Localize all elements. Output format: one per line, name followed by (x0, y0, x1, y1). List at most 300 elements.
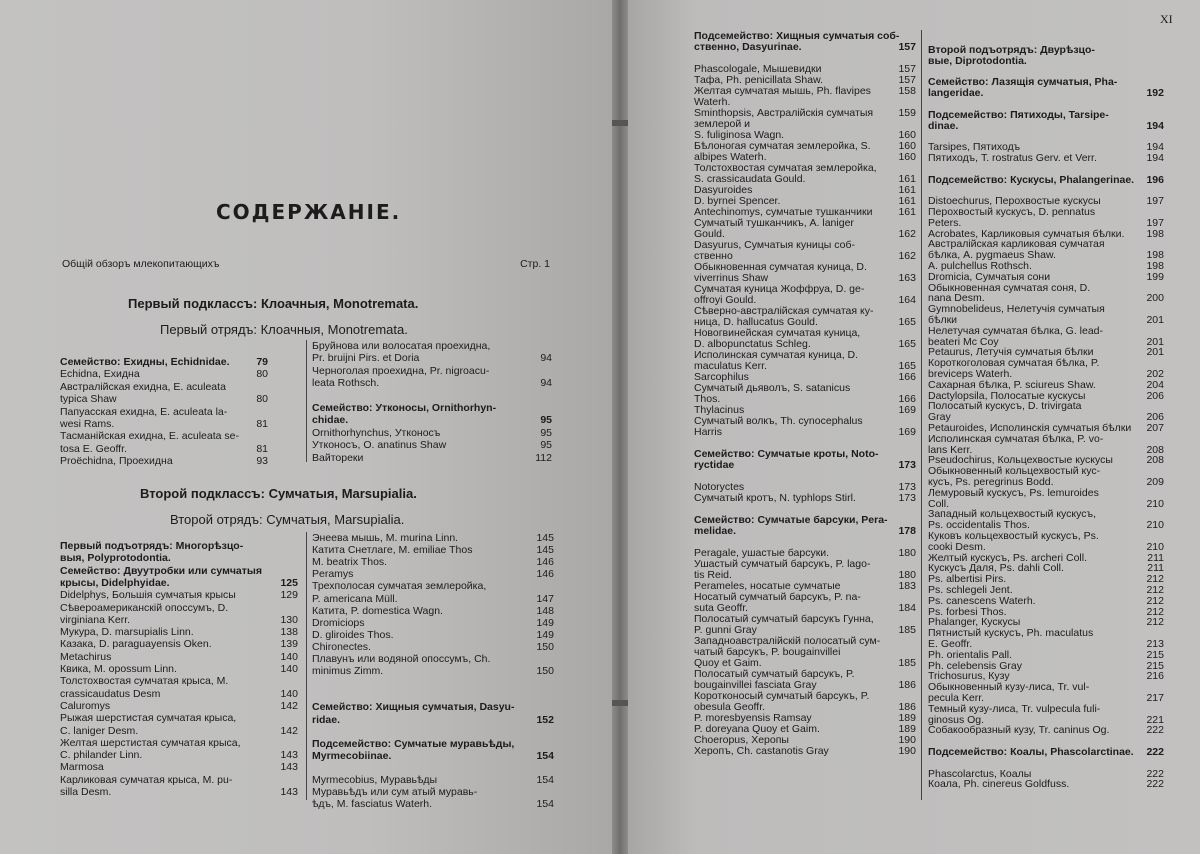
toc-entry-page: 95 (540, 426, 552, 439)
toc-entry-text: Myrmecobius, Муравьѣды (312, 774, 438, 786)
toc-entry-page: 160 (898, 151, 916, 163)
toc-entry-text: Pseudochirus, Кольцехвостые кускусы (928, 454, 1113, 467)
toc-entry-page: 186 (898, 701, 916, 713)
toc-entry-text: obesula Geoffr. (694, 701, 766, 713)
toc-entry-text: Choeropus, Херопы (694, 734, 789, 746)
subclass-2-heading: Второй подклассъ: Сумчатыя, Marsupialia. (140, 486, 417, 501)
toc-entry-text: ridae. (312, 713, 341, 726)
toc-entry-text: C. laniger Desm. (60, 724, 139, 737)
toc-entry-page: 149 (536, 628, 554, 641)
toc-entry-page: 94 (540, 352, 552, 365)
order-1-heading: Первый отрядъ: Клоачныя, Monotremata. (160, 322, 408, 337)
toc-entry-text: offroyi Gould. (694, 294, 757, 306)
toc-entry-text: Тафа, Ph. penicillata Shaw. (694, 74, 823, 86)
toc-entry-text: Echidna, Ехидна (60, 368, 140, 381)
toc-entry[interactable] (60, 443, 268, 455)
toc-entry-page: 81 (256, 442, 268, 455)
toc-entry[interactable] (60, 700, 298, 712)
toc-entry-page: 212 (1146, 584, 1164, 596)
toc-entry[interactable] (928, 746, 1164, 758)
toc-entry-text: Черноголая проехидна, Pr. nigroacu- (312, 364, 490, 377)
toc-entry[interactable] (60, 540, 298, 552)
toc-entry-page: 149 (536, 616, 554, 629)
overview-page: Стр. 1 (520, 258, 550, 270)
toc-entry-page: 222 (1146, 767, 1164, 780)
toc-entry-page: 154 (536, 798, 554, 811)
toc-entry-page: 146 (536, 556, 554, 569)
toc-entry-text: Acrobates, Карликовыя сумчатыя бѣлки. (928, 227, 1125, 240)
toc-entry-text: Подсемейство: Хищныя сумчатыя соб- (694, 30, 900, 42)
toc-entry[interactable] (694, 745, 916, 757)
toc-entry-page: 165 (898, 338, 916, 350)
toc-entry-page: 210 (1146, 540, 1164, 553)
toc-entry-text: lans Kerr. (928, 443, 973, 456)
toc-entry-text: Сумчатый дьяволъ, S. satanicus (694, 382, 851, 394)
toc-entry-page: 222 (1146, 724, 1164, 737)
toc-entry-text: crassicaudatus Desm (60, 687, 161, 700)
toc-entry-text: крысы, Didelphyidae. (60, 576, 170, 589)
toc-entry-text: Сахарная бѣлка, P. sciureus Shaw. (928, 378, 1096, 391)
toc-entry[interactable] (60, 663, 298, 675)
toc-entry-text: Distoechurus, Перохвостые кускусы (928, 195, 1101, 208)
toc-entry-text: Папуасская ехидна, E. aculeata la- (60, 405, 228, 418)
toc-entry-text: Petauroides, Исполинскія сумчатыя бѣлки (928, 422, 1132, 434)
toc-entry-page: 194 (1146, 119, 1164, 132)
toc-entry-text: Perameles, носатые сумчатые (694, 580, 841, 592)
toc-entry-text: typica Shaw (60, 393, 117, 406)
overview-line[interactable] (62, 258, 550, 270)
toc-entry-text: Caluromys (60, 699, 111, 712)
toc-entry[interactable] (312, 629, 554, 641)
toc-entry[interactable] (928, 724, 1164, 736)
toc-entry[interactable] (694, 459, 916, 471)
toc-entry[interactable] (60, 725, 298, 737)
toc-entry-page: 173 (898, 481, 916, 493)
toc-entry-text: Ph. celebensis Gray (928, 659, 1022, 672)
toc-entry[interactable] (312, 352, 552, 364)
toc-entry-page: 204 (1146, 378, 1164, 391)
toc-entry-text: Подсемейство: Коалы, Phascolarctinae. (928, 746, 1134, 758)
toc-entry-text: Катита, P. domestica Wagn. (312, 604, 443, 617)
toc-entry-text: Семейство: Сумчатые барсуки, Pera- (694, 514, 888, 526)
toc-entry-page: 212 (1146, 605, 1164, 618)
toc-entry[interactable] (312, 738, 554, 750)
toc-entry-page: 139 (280, 638, 298, 651)
toc-entry-page: 125 (280, 576, 298, 589)
toc-entry[interactable] (60, 552, 298, 564)
toc-entry[interactable] (928, 174, 1164, 186)
toc-entry-page: 158 (898, 85, 916, 97)
toc-entry-page: 143 (280, 786, 298, 798)
toc-entry[interactable] (312, 774, 554, 786)
toc-entry[interactable] (60, 430, 268, 442)
toc-entry-text: Trichosurus, Кузу (928, 670, 1010, 683)
toc-entry[interactable] (928, 87, 1164, 99)
toc-entry-text: Thylacinus (694, 404, 745, 416)
toc-entry-text: Пятнистый кускусъ, Ph. maculatus (928, 627, 1094, 640)
toc-entry-page: 138 (280, 626, 298, 639)
toc-entry-page: 80 (256, 393, 268, 406)
toc-entry-text: Ps. canescens Waterh. (928, 594, 1036, 607)
toc-entry-text: Sarcophilus (694, 371, 749, 383)
toc-entry-text: Трехполосая сумчатая землеройка, (312, 580, 487, 593)
toc-entry-text: Западноавстралійскій полосатый сум- (694, 635, 881, 647)
toc-entry[interactable] (60, 356, 268, 368)
toc-entry-page: 210 (1146, 519, 1164, 532)
toc-entry-page: 162 (898, 228, 916, 240)
toc-entry[interactable] (312, 617, 554, 629)
toc-entry-page: 157 (898, 41, 916, 53)
toc-entry-page: 145 (536, 544, 554, 557)
toc-entry[interactable] (60, 418, 268, 430)
toc-entry[interactable] (928, 778, 1164, 790)
toc-entry-page: 194 (1146, 141, 1164, 154)
toc-entry-page: 165 (898, 360, 916, 372)
toc-entry[interactable] (928, 55, 1164, 67)
toc-entry-text: langeridae. (928, 87, 984, 100)
toc-entry[interactable] (928, 152, 1164, 164)
toc-entry[interactable] (312, 605, 554, 617)
toc-entry-text: leata Rothsch. (312, 377, 380, 390)
toc-entry[interactable] (694, 525, 916, 537)
toc-entry-page: 145 (536, 532, 554, 544)
toc-entry-text: Antechinomys, сумчатые тушканчики (694, 206, 873, 218)
toc-entry-text: Семейство: Лазящія сумчатыя, Pha- (928, 76, 1118, 89)
toc-entry[interactable] (312, 340, 552, 352)
toc-entry[interactable] (312, 750, 554, 762)
toc-entry[interactable] (312, 556, 554, 568)
subclass-1-heading: Первый подклассъ: Клоачныя, Monotremata. (128, 296, 419, 311)
toc-entry-text: Исполинская сумчатая бѣлка, P. vo- (928, 432, 1104, 445)
toc-entry-text: Chironectes. (312, 640, 371, 653)
toc-entry-page: 185 (898, 657, 916, 669)
toc-entry[interactable] (694, 41, 916, 53)
column-divider (306, 532, 307, 800)
toc-entry-text: Обыкновенный кольцехвостый кус- (928, 465, 1101, 478)
toc-entry-text: Собакообразный кузу, Tr. caninus Og. (928, 724, 1110, 737)
toc-entry[interactable] (60, 761, 298, 773)
toc-entry-text: Ps. schlegeli Jent. (928, 584, 1013, 596)
toc-entry-page: 140 (280, 687, 298, 700)
column-divider (306, 340, 307, 462)
toc-entry-page: 142 (280, 699, 298, 712)
toc-entry-text: Бѣлоногая сумчатая землеройка, S. (694, 140, 871, 152)
toc-entry[interactable] (312, 714, 554, 726)
toc-entry-page: 186 (898, 679, 916, 691)
toc-entry-text: Первый подъотрядъ: Многорѣзцо- (60, 540, 244, 552)
toc-entry-text: Petaurus, Летучія сумчатыя бѣлки (928, 346, 1094, 359)
toc-entry[interactable] (60, 614, 298, 626)
toc-entry-text: Карликовая сумчатая крыса, M. pu- (60, 773, 233, 786)
toc-entry-page: 93 (256, 455, 268, 468)
toc-entry-text: Sminthopsis, Австралійскія сумчатыя (694, 107, 874, 119)
toc-entry-text: Сумчатый кротъ, N. typhlops Stirl. (694, 492, 856, 504)
toc-entry-page: 201 (1146, 346, 1164, 359)
toc-entry-page: 201 (1146, 335, 1164, 348)
toc-entry-page: 146 (536, 568, 554, 581)
toc-entry-page: 143 (280, 749, 298, 762)
toc-entry-page: 201 (1146, 314, 1164, 326)
toc-entry-page: 206 (1146, 389, 1164, 402)
toc-entry-text: Плавунъ или водяной опоссумъ, Ch. (312, 653, 491, 665)
toc-entry[interactable] (312, 580, 554, 592)
toc-entry-page: 189 (898, 723, 916, 735)
toc-entry-text: Второй подъотрядъ: Двурѣзцо- (928, 44, 1095, 56)
toc-entry-page: 197 (1146, 216, 1164, 229)
toc-entry-text: Marmosa (60, 761, 104, 774)
toc-entry[interactable] (312, 568, 554, 580)
toc-entry[interactable] (60, 589, 298, 601)
toc-entry-text: Вайтореки (312, 451, 364, 464)
toc-entry-text: chidae. (312, 414, 349, 427)
toc-entry-text: Dromicia, Сумчатыя сони (928, 270, 1051, 283)
toc-entry[interactable] (312, 544, 554, 556)
toc-entry-text: albipes Waterh. (694, 151, 767, 163)
toc-entry[interactable] (60, 602, 298, 614)
toc-entry-text: wesi Rams. (60, 418, 115, 430)
toc-entry[interactable] (60, 712, 298, 724)
toc-entry-page: 169 (898, 426, 916, 438)
toc-entry-text: Ps. forbesi Thos. (928, 605, 1007, 618)
toc-entry-text: tis Reid. (694, 569, 732, 581)
toc-entry-text: Peters. (928, 216, 962, 229)
toc-entry[interactable] (312, 427, 552, 439)
toc-entry[interactable] (312, 593, 554, 605)
toc-entry-page: 157 (898, 74, 916, 86)
toc-entry-text: Семейство: Ехидны, Echidnidae. (60, 356, 230, 368)
toc-entry-text: Пятиходъ, T. rostratus Gerv. et Verr. (928, 152, 1097, 164)
toc-entry-text: ѣдъ, M. fasciatus Waterh. (312, 798, 433, 811)
toc-entry-page: 169 (898, 404, 916, 416)
toc-entry[interactable] (60, 786, 298, 798)
toc-entry[interactable] (694, 492, 916, 504)
toc-entry-text: M. beatrix Thos. (312, 556, 388, 569)
toc-entry[interactable] (60, 565, 298, 577)
toc-entry[interactable] (60, 626, 298, 638)
toc-entry-page: 140 (280, 663, 298, 675)
toc-entry[interactable] (60, 774, 298, 786)
toc-entry[interactable] (312, 665, 554, 677)
toc-entry-text: ственно, Dasyurinae. (694, 41, 802, 53)
toc-entry-page: 211 (1147, 551, 1164, 564)
toc-entry-text: Gould. (694, 228, 725, 240)
toc-entry-page: 215 (1146, 659, 1164, 672)
toc-entry[interactable] (60, 381, 268, 393)
toc-entry[interactable] (312, 701, 554, 713)
toc-entry[interactable] (60, 577, 298, 589)
toc-entry-text: Сѣвероамериканскій опоссумъ, D. (60, 601, 229, 614)
toc-entry[interactable] (60, 368, 268, 380)
toc-entry-text: virginiana Kerr. (60, 613, 131, 626)
toc-entry-page: 161 (898, 206, 916, 218)
toc-entry-text: Темный кузу-лиса, Tr. vulpecula fuli- (928, 702, 1101, 715)
toc-entry[interactable] (60, 455, 268, 467)
page-title: СОДЕРЖАНІЕ. (216, 200, 402, 224)
toc-entry-text: Желтая сумчатая мышь, Ph. flavipes (694, 85, 871, 97)
column-divider (921, 30, 922, 800)
toc-entry-page: 206 (1146, 411, 1164, 424)
toc-entry-page: 165 (898, 316, 916, 328)
toc-entry-text: Муравьѣдъ или сум атый муравь- (312, 786, 478, 799)
toc-entry-text: ница, D. hallucatus Gould. (694, 316, 818, 328)
toc-entry-text: bougainvillei fasciata Gray (694, 679, 817, 691)
toc-entry-page: 180 (898, 569, 916, 581)
toc-entry[interactable] (312, 377, 552, 389)
toc-entry-text: Нелетучая сумчатая бѣлка, G. lead- (928, 324, 1104, 337)
toc-entry-page: 189 (898, 712, 916, 724)
toc-entry-text: кусъ, Ps. peregrinus Bodd. (928, 476, 1054, 488)
toc-entry-text: D. gliroides Thos. (312, 628, 394, 641)
toc-entry[interactable] (694, 426, 916, 438)
toc-entry-text: Dasyurus, Сумчатыя куницы соб- (694, 239, 855, 251)
toc-entry-page: 217 (1146, 692, 1164, 704)
toc-entry-text: Metachirus (60, 650, 112, 663)
toc-entry-text: Ушастый сумчатый барсукъ, P. lago- (694, 558, 871, 570)
toc-entry-text: dinae. (928, 119, 959, 132)
toc-entry-text: ственно (694, 250, 733, 262)
toc-entry-page: 180 (898, 547, 916, 559)
toc-entry-page: 80 (256, 368, 268, 381)
toc-entry-text: S. fuliginosa Wagn. (694, 129, 785, 141)
toc-entry[interactable] (312, 641, 554, 653)
toc-entry[interactable] (312, 798, 554, 810)
toc-entry-page: 95 (540, 439, 552, 452)
toc-entry-text: A. pulchellus Rothsch. (928, 260, 1032, 272)
toc-entry-text: бѣлка, A. pygmaeus Shaw. (928, 249, 1056, 262)
toc-entry-text: Myrmecobiinae. (312, 749, 392, 762)
toc-entry[interactable] (60, 638, 298, 650)
toc-entry-page: 198 (1146, 249, 1164, 262)
toc-entry[interactable] (60, 749, 298, 761)
toc-entry-text: E. Geoffr. (928, 638, 973, 650)
toc-entry[interactable] (312, 452, 552, 464)
toc-entry-text: Коала, Ph. cinereus Goldfuss. (928, 778, 1070, 791)
toc-entry-text: Полосатый кускусъ, D. trivirgata (928, 400, 1082, 413)
toc-entry-text: Peragale, ушастые барсуки. (694, 547, 830, 559)
toc-entry-text: ryctidae (694, 459, 735, 471)
toc-entry-text: Notoryctes (694, 481, 745, 493)
toc-entry-page: 154 (536, 749, 554, 762)
toc-entry[interactable] (60, 737, 298, 749)
toc-entry-page: 215 (1146, 648, 1164, 661)
toc-entry-text: Семейство: Хищныя сумчатыя, Dasyu- (312, 701, 515, 714)
toc-entry-page: 161 (898, 184, 916, 196)
toc-entry-text: Западный кольцехвостый кускусъ, (928, 508, 1096, 521)
toc-entry-page: 94 (540, 377, 552, 390)
toc-entry[interactable] (60, 688, 298, 700)
staple (612, 700, 628, 706)
toc-entry-page: 150 (536, 665, 554, 678)
toc-entry-page: 140 (280, 650, 298, 663)
toc-entry-text: выя, Polyprotodontia. (60, 552, 171, 565)
toc-entry-text: Желтый кускусъ, Ps. archeri Coll. (928, 551, 1088, 564)
toc-entry-page: 143 (280, 761, 298, 774)
toc-entry-text: Waterh. (694, 96, 731, 108)
toc-entry-text: D. byrnei Spencer. (694, 195, 781, 207)
toc-entry-page: 197 (1146, 195, 1164, 208)
toc-entry-text: maculatus Kerr. (694, 360, 767, 372)
toc-entry-text: D. albopunctatus Schleg. (694, 338, 811, 350)
toc-entry-page: 164 (898, 294, 916, 306)
toc-entry-text: Носатый сумчатый барсукъ, P. na- (694, 591, 861, 603)
toc-entry-text: Херопъ, Ch. castanotis Gray (694, 745, 829, 757)
toc-entry-page: 198 (1146, 227, 1164, 240)
toc-entry-text: nana Desm. (928, 292, 985, 305)
toc-entry[interactable] (312, 786, 554, 798)
toc-entry[interactable] (312, 414, 552, 426)
toc-entry[interactable] (312, 402, 552, 414)
toc-entry[interactable] (312, 653, 554, 665)
toc-entry-text: minimus Zimm. (312, 665, 384, 678)
toc-entry-page: 213 (1146, 638, 1164, 650)
toc-entry-text: Сумчатый волкъ, Th. cynocephalus (694, 415, 863, 427)
toc-entry-text: Коротконосый сумчатый барсукъ, P. (694, 690, 870, 702)
toc-entry-page: 178 (898, 525, 916, 537)
toc-entry-text: Энеева мышь, M. murina Linn. (312, 532, 459, 544)
toc-entry-text: Coll. (928, 497, 950, 510)
toc-entry-text: Толстохвостая сумчатая землеройка, (694, 162, 877, 174)
right-page (628, 0, 1200, 854)
toc-entry-text: P. americana Müll. (312, 592, 398, 605)
toc-entry-text: Сумчатая куница Жоффруа, D. ge- (694, 283, 865, 295)
toc-entry-text: Harris (694, 426, 722, 438)
toc-entry-page: 211 (1147, 562, 1164, 575)
toc-entry-text: бѣлки (928, 314, 958, 326)
toc-entry-page: 152 (536, 713, 554, 726)
toc-entry-text: Сумчатый тушканчикъ, A. laniger (694, 217, 854, 229)
toc-entry-page: 196 (1146, 173, 1164, 186)
toc-entry-text: Квика, M. opossum Linn. (60, 663, 177, 675)
toc-entry-page: 202 (1146, 368, 1164, 380)
toc-entry-text: Thos. (694, 393, 721, 405)
toc-entry[interactable] (312, 532, 554, 544)
toc-entry-text: Семейство: Сумчатые кроты, Noto- (694, 448, 879, 460)
toc-entry[interactable] (928, 120, 1164, 132)
toc-entry-text: Тасманійская ехидна, E. aculeata se- (60, 430, 239, 443)
toc-entry-page: 209 (1146, 476, 1164, 488)
toc-entry-text: Кускусъ Даля, Ps. dahli Coll. (928, 562, 1064, 575)
toc-entry-text: Ph. orientalis Pall. (928, 648, 1013, 661)
toc-entry-text: pecula Kerr. (928, 692, 985, 704)
toc-entry-text: Куковъ кольцехвостый кускусъ, Ps. (928, 530, 1099, 542)
toc-entry[interactable] (60, 393, 268, 405)
toc-entry-text: Новогвинейская сумчатая куница, (694, 327, 861, 339)
toc-entry-page: 173 (898, 492, 916, 504)
toc-entry-text: Полосатый сумчатый барсукъ Гунна, (694, 613, 874, 625)
toc-entry[interactable] (60, 651, 298, 663)
toc-entry-text: Мукура, D. marsupialis Linn. (60, 626, 194, 639)
toc-entry-text: Короткоголовая сумчатая бѣлка, P. (928, 357, 1100, 370)
toc-entry-page: 198 (1146, 260, 1164, 272)
toc-entry[interactable] (312, 365, 552, 377)
toc-entry-text: Казака, D. paraguayensis Oken. (60, 638, 212, 651)
toc-entry[interactable] (60, 675, 298, 687)
toc-entry-text: Семейство: Двуутробки или сумчатыя (60, 564, 263, 577)
toc-entry-text: viverrinus Shaw (694, 272, 769, 284)
toc-entry-text: Phascologale, Мышевидки (694, 63, 822, 75)
toc-entry-text: Исполинская сумчатая куница, D. (694, 349, 859, 361)
toc-entry[interactable] (60, 406, 268, 418)
toc-entry-text: Dactylopsila, Полосатые кускусы (928, 389, 1086, 402)
toc-entry-text: вые, Diprotodontia. (928, 54, 1027, 67)
toc-entry-text: Катита Снетлаге, M. emiliae Thos (312, 544, 473, 557)
toc-entry-page: 222 (1146, 778, 1164, 791)
toc-entry-text: Лемуровый кускусъ, Ps. lemuroides (928, 486, 1099, 499)
toc-entry[interactable] (312, 439, 552, 451)
toc-entry-page: 166 (898, 393, 916, 405)
toc-entry-page: 157 (898, 63, 916, 75)
toc-entry-text: чатый барсукъ, P. bougainvillei (694, 646, 841, 658)
